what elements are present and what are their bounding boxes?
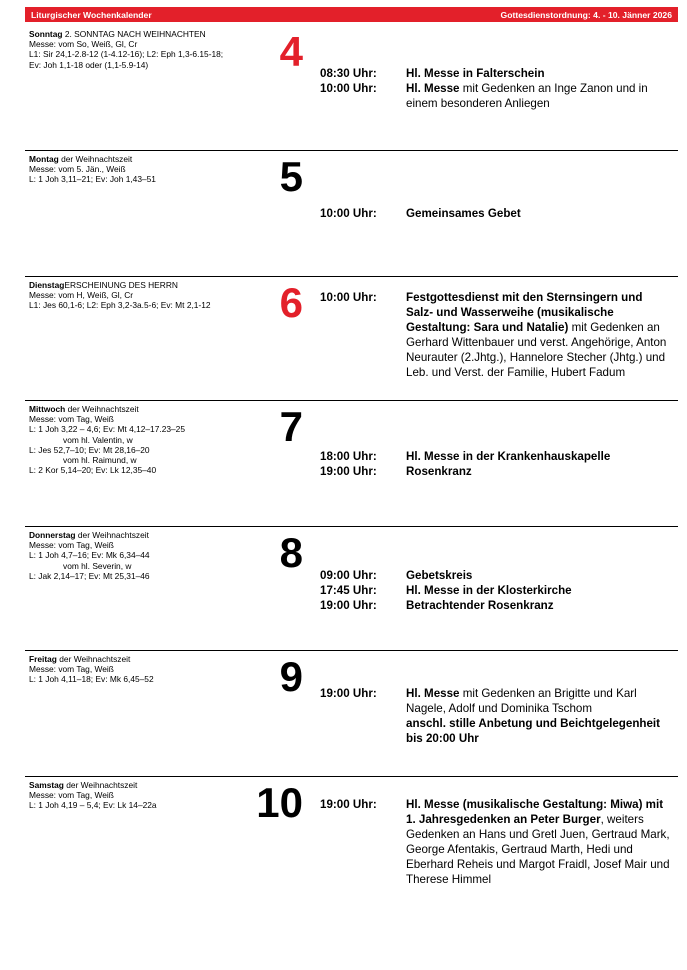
liturgy-line: L: Jak 2,14–17; Ev: Mt 25,31–46 — [29, 570, 150, 581]
header-left-title: Liturgischer Wochenkalender — [31, 9, 152, 20]
day-montag — [25, 150, 678, 277]
liturgy-info — [29, 404, 279, 475]
liturgy-line: L1: Jes 60,1-6; L2: Eph 3,2-3a.5-6; Ev: Mt 2,1-12 — [29, 300, 211, 311]
service-details: mit Gedenken an Gerhard Wittenbauer und verst. Angehörige, Anton Neurauter (2.Jhtg.), Hannelore Stecher (Jhtg.) und Leb. und Verst. der Familie, Hubert Fadum — [406, 321, 667, 379]
service-title: Hl. Messe — [406, 687, 460, 700]
service-entry — [320, 583, 670, 598]
liturgy-info — [29, 154, 279, 185]
service-entry — [320, 81, 670, 111]
liturgy-line: vom hl. Raimund, w — [63, 455, 137, 466]
liturgy-line: Ev: Joh 1,1-18 oder (1,1-5.9-14) — [29, 59, 149, 70]
liturgy-line: vom hl. Severin, w — [63, 560, 132, 571]
day-title: der Weihnachtszeit — [63, 780, 138, 790]
service-entry — [320, 464, 670, 479]
service-entry — [320, 206, 670, 221]
day-name: Dienstag — [29, 280, 65, 290]
service-time: 09:00 Uhr: — [320, 569, 377, 582]
service-time: 08:30 Uhr: — [320, 67, 377, 80]
service-title: Hl. Messe in Falterschein — [406, 67, 545, 80]
service-time: 10:00 Uhr: — [320, 82, 377, 95]
liturgy-line: L: 1 Joh 4,11–18; Ev: Mk 6,45–52 — [29, 674, 154, 685]
day-name: Mittwoch — [29, 404, 66, 414]
service-entry — [320, 449, 670, 464]
liturgy-line: L: 1 Joh 4,7–16; Ev: Mk 6,34–44 — [29, 550, 150, 561]
header-bar — [25, 7, 678, 22]
liturgy-line: Messe: vom Tag, Weiß — [29, 664, 114, 675]
liturgy-info — [29, 780, 279, 811]
liturgy-info — [29, 654, 279, 685]
day-title: der Weihnachtszeit — [56, 654, 131, 664]
services — [320, 686, 670, 746]
liturgy-line: Messe: vom H, Weiß, Gl, Cr — [29, 290, 134, 301]
services — [320, 568, 670, 613]
liturgy-line: Messe: vom Tag, Weiß — [29, 540, 114, 551]
day-number: 6 — [279, 279, 303, 326]
day-title: 2. SONNTAG NACH WEIHNACHTEN — [62, 29, 206, 39]
service-time: 19:00 Uhr: — [320, 798, 377, 811]
day-mittwoch — [25, 400, 678, 527]
service-time: 18:00 Uhr: — [320, 450, 377, 463]
service-title: Rosenkranz — [406, 465, 472, 478]
liturgy-line: Messe: vom 5. Jän., Weiß — [29, 164, 126, 175]
header-right-title: Gottesdienstordnung: 4. - 10. Jänner 2026 — [500, 9, 672, 20]
service-time: 19:00 Uhr: — [320, 687, 377, 700]
day-name: Donnerstag — [29, 530, 76, 540]
liturgy-line: L: 1 Joh 3,22 – 4,6; Ev: Mt 4,12–17.23–25 — [29, 424, 185, 435]
day-name: Freitag — [29, 654, 57, 664]
day-number: 8 — [279, 529, 303, 576]
service-title: Festgottesdienst mit den Sternsingern und Salz- und Wasserweihe (musikalische Gestaltung: Sara und Natalie) — [406, 291, 643, 334]
day-title: der Weihnachtszeit — [75, 530, 149, 540]
day-donnerstag — [25, 526, 678, 651]
service-title: Hl. Messe in der Klosterkirche — [406, 584, 572, 597]
day-number: 5 — [279, 153, 303, 200]
service-time: 19:00 Uhr: — [320, 465, 377, 478]
liturgy-line: L: 1 Joh 4,19 – 5,4; Ev: Lk 14–22a — [29, 800, 157, 811]
liturgy-info — [29, 280, 279, 311]
liturgy-line: L: 2 Kor 5,14–20; Ev: Lk 12,35–40 — [29, 465, 157, 476]
day-name: Samstag — [29, 780, 64, 790]
service-time: 10:00 Uhr: — [320, 291, 377, 304]
service-title: Hl. Messe — [406, 82, 460, 95]
services — [320, 797, 670, 887]
day-freitag — [25, 650, 678, 777]
day-number: 4 — [279, 28, 303, 75]
liturgy-info — [29, 530, 279, 581]
day-samstag — [25, 776, 678, 927]
services — [320, 206, 670, 221]
service-entry — [320, 686, 670, 746]
service-time: 19:00 Uhr: — [320, 599, 377, 612]
service-entry — [320, 568, 670, 583]
services — [320, 290, 670, 380]
day-number: 10 — [256, 779, 303, 826]
service-details: mit Gedenken an Inge Zanon und in einem besonderen Anliegen — [406, 82, 648, 110]
service-entry — [320, 797, 670, 887]
liturgy-info — [29, 29, 279, 70]
service-time: 10:00 Uhr: — [320, 207, 377, 220]
service-entry — [320, 290, 670, 380]
liturgy-line: vom hl. Valentin, w — [63, 434, 133, 445]
service-title: Hl. Messe (musikalische Gestaltung: Miwa) mit 1. Jahresgedenken an Peter Burger — [406, 798, 664, 826]
services — [320, 66, 670, 111]
service-title: Betrachtender Rosenkranz — [406, 599, 554, 612]
liturgy-line: L: Jes 52,7–10; Ev: Mt 28,16–20 — [29, 444, 150, 455]
day-title: ERSCHEINUNG DES HERRN — [64, 280, 178, 290]
day-sonntag — [25, 26, 678, 150]
liturgy-line: Messe: vom Tag, Weiß — [29, 790, 114, 801]
day-title: der Weihnachtszeit — [65, 404, 139, 414]
service-details: mit Gedenken an Brigitte und Karl Nagele, Adolf und Dominika Tschom — [406, 687, 637, 715]
liturgy-line: L1: Sir 24,1-2.8-12 (1-4.12-16); L2: Eph 1,3-6.15-18; — [29, 49, 224, 60]
liturgy-line: L: 1 Joh 3,11–21; Ev: Joh 1,43–51 — [29, 174, 156, 185]
day-number: 9 — [279, 653, 303, 700]
liturgy-line: Messe: vom Tag, Weiß — [29, 414, 114, 425]
day-number: 7 — [279, 403, 303, 450]
service-entry — [320, 598, 670, 613]
service-time: 17:45 Uhr: — [320, 584, 377, 597]
service-title: Hl. Messe in der Krankenhauskapelle — [406, 450, 611, 463]
services — [320, 449, 670, 479]
liturgy-line: Messe: vom So, Weiß, Gl, Cr — [29, 39, 138, 50]
service-note: anschl. stille Anbetung und Beichtgelegenheit bis 20:00 Uhr — [406, 717, 661, 745]
service-details: , weiters Gedenken an Hans und Gretl Juen, Gertraud Mark, George Afentakis, Gertraud Marth, Hedi und Eberhard Reheis und Margot Fraidl, Josef Mair und Therese Himmel — [406, 813, 670, 886]
day-title: der Weihnachtszeit — [58, 154, 133, 164]
service-title: Gemeinsames Gebet — [406, 207, 521, 220]
day-name: Montag — [29, 154, 59, 164]
service-title: Gebetskreis — [406, 569, 473, 582]
day-dienstag — [25, 276, 678, 401]
day-name: Sonntag — [29, 29, 63, 39]
service-entry — [320, 66, 670, 81]
